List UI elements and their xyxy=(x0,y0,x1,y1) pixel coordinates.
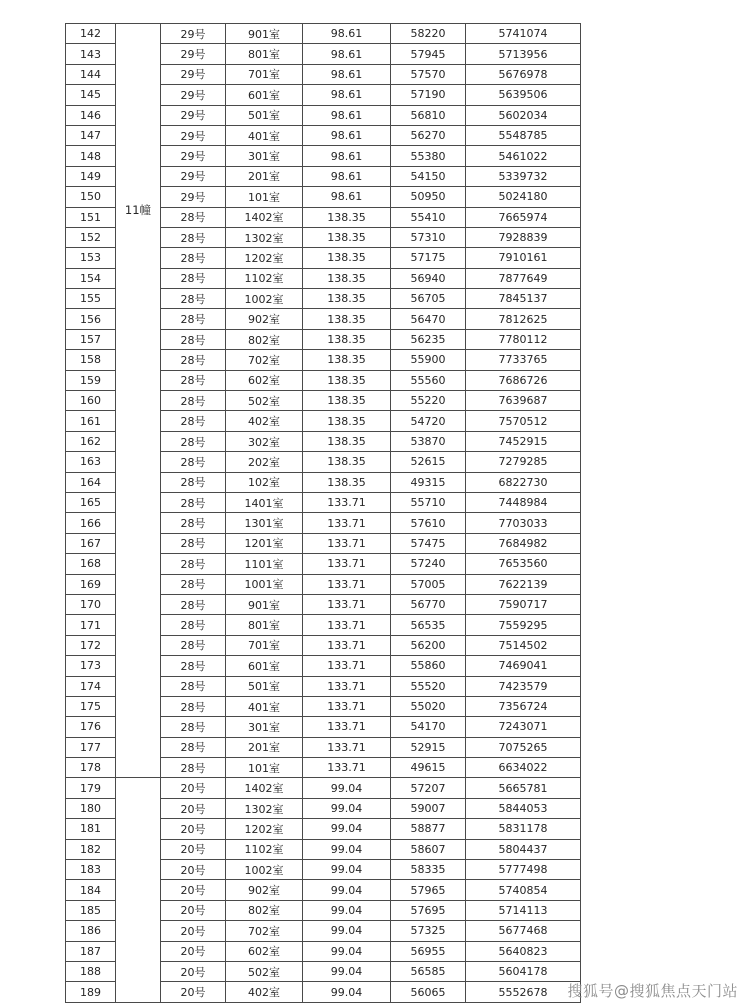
room-cell: 401室 xyxy=(226,125,303,145)
room-cell: 1002室 xyxy=(226,289,303,309)
unit-cell: 28号 xyxy=(161,431,226,451)
room-cell: 402室 xyxy=(226,982,303,1002)
area-cell: 98.61 xyxy=(303,105,391,125)
area-cell: 99.04 xyxy=(303,860,391,880)
unit-cell: 20号 xyxy=(161,778,226,798)
row-number-cell: 182 xyxy=(66,839,116,859)
area-cell: 133.71 xyxy=(303,533,391,553)
room-cell: 101室 xyxy=(226,758,303,778)
total-price-cell: 7639687 xyxy=(466,391,581,411)
row-number-cell: 162 xyxy=(66,431,116,451)
room-cell: 702室 xyxy=(226,350,303,370)
total-price-cell: 7590717 xyxy=(466,594,581,614)
area-cell: 133.71 xyxy=(303,737,391,757)
unit-price-cell: 52915 xyxy=(391,737,466,757)
price-table xyxy=(65,23,581,1003)
row-number-cell: 153 xyxy=(66,248,116,268)
row-number-cell: 187 xyxy=(66,941,116,961)
unit-price-cell: 57945 xyxy=(391,44,466,64)
unit-price-cell: 58335 xyxy=(391,860,466,880)
area-cell: 138.35 xyxy=(303,309,391,329)
area-cell: 138.35 xyxy=(303,227,391,247)
unit-cell: 28号 xyxy=(161,513,226,533)
unit-cell: 28号 xyxy=(161,370,226,390)
unit-price-cell: 56585 xyxy=(391,961,466,981)
room-cell: 1102室 xyxy=(226,268,303,288)
total-price-cell: 7452915 xyxy=(466,431,581,451)
room-cell: 1201室 xyxy=(226,533,303,553)
unit-price-cell: 55520 xyxy=(391,676,466,696)
area-cell: 138.35 xyxy=(303,391,391,411)
unit-cell: 28号 xyxy=(161,227,226,247)
total-price-cell: 7910161 xyxy=(466,248,581,268)
row-number-cell: 171 xyxy=(66,615,116,635)
unit-cell: 29号 xyxy=(161,166,226,186)
unit-cell: 28号 xyxy=(161,452,226,472)
unit-cell: 29号 xyxy=(161,187,226,207)
row-number-cell: 186 xyxy=(66,921,116,941)
building-cell: 11幢 xyxy=(116,24,161,778)
unit-cell: 20号 xyxy=(161,961,226,981)
row-number-cell: 143 xyxy=(66,44,116,64)
row-number-cell: 170 xyxy=(66,594,116,614)
row-number-cell: 150 xyxy=(66,187,116,207)
unit-price-cell: 49615 xyxy=(391,758,466,778)
total-price-cell: 7243071 xyxy=(466,717,581,737)
area-cell: 133.71 xyxy=(303,513,391,533)
unit-cell: 20号 xyxy=(161,921,226,941)
area-cell: 98.61 xyxy=(303,64,391,84)
total-price-cell: 5552678 xyxy=(466,982,581,1002)
row-number-cell: 185 xyxy=(66,900,116,920)
total-price-cell: 7653560 xyxy=(466,554,581,574)
room-cell: 202室 xyxy=(226,452,303,472)
row-number-cell: 157 xyxy=(66,329,116,349)
room-cell: 1202室 xyxy=(226,248,303,268)
area-cell: 98.61 xyxy=(303,187,391,207)
unit-cell: 28号 xyxy=(161,329,226,349)
unit-cell: 28号 xyxy=(161,492,226,512)
total-price-cell: 7469041 xyxy=(466,656,581,676)
unit-cell: 28号 xyxy=(161,594,226,614)
total-price-cell: 7780112 xyxy=(466,329,581,349)
price-table-body xyxy=(66,24,581,1003)
room-cell: 701室 xyxy=(226,64,303,84)
row-number-cell: 180 xyxy=(66,798,116,818)
row-number-cell: 165 xyxy=(66,492,116,512)
table-row xyxy=(66,24,581,44)
room-cell: 1302室 xyxy=(226,798,303,818)
total-price-cell: 7356724 xyxy=(466,696,581,716)
unit-price-cell: 57570 xyxy=(391,64,466,84)
total-price-cell: 5639506 xyxy=(466,85,581,105)
area-cell: 138.35 xyxy=(303,472,391,492)
unit-cell: 28号 xyxy=(161,635,226,655)
total-price-cell: 5602034 xyxy=(466,105,581,125)
room-cell: 301室 xyxy=(226,146,303,166)
room-cell: 701室 xyxy=(226,635,303,655)
room-cell: 602室 xyxy=(226,370,303,390)
row-number-cell: 176 xyxy=(66,717,116,737)
unit-cell: 28号 xyxy=(161,268,226,288)
row-number-cell: 177 xyxy=(66,737,116,757)
unit-cell: 28号 xyxy=(161,656,226,676)
unit-cell: 28号 xyxy=(161,758,226,778)
unit-cell: 29号 xyxy=(161,146,226,166)
total-price-cell: 6822730 xyxy=(466,472,581,492)
total-price-cell: 5461022 xyxy=(466,146,581,166)
row-number-cell: 159 xyxy=(66,370,116,390)
unit-cell: 20号 xyxy=(161,982,226,1002)
area-cell: 138.35 xyxy=(303,350,391,370)
area-cell: 133.71 xyxy=(303,656,391,676)
unit-cell: 28号 xyxy=(161,615,226,635)
room-cell: 802室 xyxy=(226,329,303,349)
unit-cell: 20号 xyxy=(161,880,226,900)
row-number-cell: 149 xyxy=(66,166,116,186)
room-cell: 901室 xyxy=(226,594,303,614)
area-cell: 98.61 xyxy=(303,166,391,186)
area-cell: 133.71 xyxy=(303,492,391,512)
building-cell xyxy=(116,778,161,1002)
unit-price-cell: 54150 xyxy=(391,166,466,186)
area-cell: 98.61 xyxy=(303,146,391,166)
total-price-cell: 7075265 xyxy=(466,737,581,757)
room-cell: 1101室 xyxy=(226,554,303,574)
unit-price-cell: 57175 xyxy=(391,248,466,268)
unit-cell: 20号 xyxy=(161,941,226,961)
area-cell: 99.04 xyxy=(303,819,391,839)
room-cell: 301室 xyxy=(226,717,303,737)
unit-price-cell: 57240 xyxy=(391,554,466,574)
unit-price-cell: 58220 xyxy=(391,24,466,44)
unit-price-cell: 56200 xyxy=(391,635,466,655)
unit-cell: 28号 xyxy=(161,289,226,309)
area-cell: 99.04 xyxy=(303,961,391,981)
row-number-cell: 158 xyxy=(66,350,116,370)
row-number-cell: 147 xyxy=(66,125,116,145)
room-cell: 201室 xyxy=(226,166,303,186)
row-number-cell: 154 xyxy=(66,268,116,288)
unit-price-cell: 54720 xyxy=(391,411,466,431)
area-cell: 138.35 xyxy=(303,370,391,390)
total-price-cell: 5024180 xyxy=(466,187,581,207)
room-cell: 1002室 xyxy=(226,860,303,880)
unit-price-cell: 53870 xyxy=(391,431,466,451)
room-cell: 201室 xyxy=(226,737,303,757)
room-cell: 1402室 xyxy=(226,207,303,227)
area-cell: 138.35 xyxy=(303,431,391,451)
row-number-cell: 188 xyxy=(66,961,116,981)
total-price-cell: 7665974 xyxy=(466,207,581,227)
room-cell: 101室 xyxy=(226,187,303,207)
room-cell: 802室 xyxy=(226,900,303,920)
total-price-cell: 5604178 xyxy=(466,961,581,981)
unit-price-cell: 55220 xyxy=(391,391,466,411)
room-cell: 702室 xyxy=(226,921,303,941)
row-number-cell: 146 xyxy=(66,105,116,125)
unit-cell: 29号 xyxy=(161,125,226,145)
row-number-cell: 152 xyxy=(66,227,116,247)
row-number-cell: 181 xyxy=(66,819,116,839)
unit-price-cell: 55020 xyxy=(391,696,466,716)
room-cell: 1102室 xyxy=(226,839,303,859)
unit-price-cell: 57310 xyxy=(391,227,466,247)
unit-price-cell: 55710 xyxy=(391,492,466,512)
row-number-cell: 179 xyxy=(66,778,116,798)
unit-cell: 29号 xyxy=(161,85,226,105)
unit-cell: 28号 xyxy=(161,676,226,696)
area-cell: 133.71 xyxy=(303,696,391,716)
row-number-cell: 184 xyxy=(66,880,116,900)
unit-price-cell: 49315 xyxy=(391,472,466,492)
unit-price-cell: 56810 xyxy=(391,105,466,125)
area-cell: 133.71 xyxy=(303,635,391,655)
area-cell: 99.04 xyxy=(303,921,391,941)
unit-price-cell: 55860 xyxy=(391,656,466,676)
total-price-cell: 7279285 xyxy=(466,452,581,472)
total-price-cell: 7877649 xyxy=(466,268,581,288)
room-cell: 601室 xyxy=(226,85,303,105)
total-price-cell: 7559295 xyxy=(466,615,581,635)
total-price-cell: 5844053 xyxy=(466,798,581,818)
room-cell: 402室 xyxy=(226,411,303,431)
area-cell: 138.35 xyxy=(303,411,391,431)
unit-price-cell: 58607 xyxy=(391,839,466,859)
unit-price-cell: 55560 xyxy=(391,370,466,390)
area-cell: 133.71 xyxy=(303,758,391,778)
unit-cell: 28号 xyxy=(161,533,226,553)
row-number-cell: 174 xyxy=(66,676,116,696)
unit-price-cell: 57475 xyxy=(391,533,466,553)
unit-cell: 28号 xyxy=(161,472,226,492)
room-cell: 1001室 xyxy=(226,574,303,594)
unit-cell: 28号 xyxy=(161,554,226,574)
unit-price-cell: 54170 xyxy=(391,717,466,737)
total-price-cell: 7812625 xyxy=(466,309,581,329)
unit-price-cell: 57965 xyxy=(391,880,466,900)
room-cell: 902室 xyxy=(226,880,303,900)
room-cell: 102室 xyxy=(226,472,303,492)
unit-cell: 28号 xyxy=(161,411,226,431)
row-number-cell: 144 xyxy=(66,64,116,84)
room-cell: 502室 xyxy=(226,391,303,411)
area-cell: 138.35 xyxy=(303,207,391,227)
room-cell: 401室 xyxy=(226,696,303,716)
unit-price-cell: 56470 xyxy=(391,309,466,329)
unit-cell: 28号 xyxy=(161,309,226,329)
row-number-cell: 151 xyxy=(66,207,116,227)
room-cell: 1301室 xyxy=(226,513,303,533)
area-cell: 133.71 xyxy=(303,594,391,614)
row-number-cell: 161 xyxy=(66,411,116,431)
total-price-cell: 7423579 xyxy=(466,676,581,696)
total-price-cell: 7686726 xyxy=(466,370,581,390)
area-cell: 138.35 xyxy=(303,268,391,288)
unit-cell: 29号 xyxy=(161,105,226,125)
total-price-cell: 7684982 xyxy=(466,533,581,553)
area-cell: 99.04 xyxy=(303,839,391,859)
unit-cell: 28号 xyxy=(161,717,226,737)
area-cell: 133.71 xyxy=(303,554,391,574)
total-price-cell: 5665781 xyxy=(466,778,581,798)
area-cell: 138.35 xyxy=(303,248,391,268)
unit-cell: 29号 xyxy=(161,44,226,64)
total-price-cell: 5640823 xyxy=(466,941,581,961)
unit-price-cell: 55900 xyxy=(391,350,466,370)
room-cell: 1302室 xyxy=(226,227,303,247)
unit-price-cell: 56270 xyxy=(391,125,466,145)
unit-cell: 28号 xyxy=(161,207,226,227)
unit-price-cell: 55380 xyxy=(391,146,466,166)
total-price-cell: 7570512 xyxy=(466,411,581,431)
total-price-cell: 5713956 xyxy=(466,44,581,64)
room-cell: 902室 xyxy=(226,309,303,329)
area-cell: 99.04 xyxy=(303,941,391,961)
total-price-cell: 5548785 xyxy=(466,125,581,145)
area-cell: 99.04 xyxy=(303,900,391,920)
total-price-cell: 7622139 xyxy=(466,574,581,594)
unit-price-cell: 52615 xyxy=(391,452,466,472)
unit-cell: 20号 xyxy=(161,798,226,818)
row-number-cell: 178 xyxy=(66,758,116,778)
unit-cell: 28号 xyxy=(161,248,226,268)
row-number-cell: 172 xyxy=(66,635,116,655)
room-cell: 502室 xyxy=(226,961,303,981)
row-number-cell: 173 xyxy=(66,656,116,676)
row-number-cell: 148 xyxy=(66,146,116,166)
row-number-cell: 160 xyxy=(66,391,116,411)
unit-price-cell: 56705 xyxy=(391,289,466,309)
total-price-cell: 5741074 xyxy=(466,24,581,44)
total-price-cell: 7514502 xyxy=(466,635,581,655)
room-cell: 801室 xyxy=(226,44,303,64)
unit-cell: 28号 xyxy=(161,574,226,594)
table-row xyxy=(66,778,581,798)
row-number-cell: 145 xyxy=(66,85,116,105)
unit-price-cell: 56955 xyxy=(391,941,466,961)
unit-price-cell: 59007 xyxy=(391,798,466,818)
total-price-cell: 5831178 xyxy=(466,819,581,839)
room-cell: 1202室 xyxy=(226,819,303,839)
unit-cell: 20号 xyxy=(161,900,226,920)
total-price-cell: 5714113 xyxy=(466,900,581,920)
room-cell: 302室 xyxy=(226,431,303,451)
unit-cell: 28号 xyxy=(161,696,226,716)
unit-price-cell: 55410 xyxy=(391,207,466,227)
row-number-cell: 163 xyxy=(66,452,116,472)
area-cell: 99.04 xyxy=(303,982,391,1002)
unit-cell: 28号 xyxy=(161,391,226,411)
area-cell: 133.71 xyxy=(303,717,391,737)
total-price-cell: 5740854 xyxy=(466,880,581,900)
row-number-cell: 166 xyxy=(66,513,116,533)
area-cell: 138.35 xyxy=(303,329,391,349)
room-cell: 501室 xyxy=(226,105,303,125)
unit-price-cell: 57610 xyxy=(391,513,466,533)
unit-cell: 29号 xyxy=(161,24,226,44)
area-cell: 99.04 xyxy=(303,798,391,818)
area-cell: 138.35 xyxy=(303,452,391,472)
unit-price-cell: 56535 xyxy=(391,615,466,635)
unit-price-cell: 57190 xyxy=(391,85,466,105)
room-cell: 801室 xyxy=(226,615,303,635)
area-cell: 98.61 xyxy=(303,125,391,145)
unit-price-cell: 56770 xyxy=(391,594,466,614)
room-cell: 602室 xyxy=(226,941,303,961)
unit-price-cell: 56940 xyxy=(391,268,466,288)
unit-price-cell: 57207 xyxy=(391,778,466,798)
total-price-cell: 5676978 xyxy=(466,64,581,84)
row-number-cell: 156 xyxy=(66,309,116,329)
area-cell: 138.35 xyxy=(303,289,391,309)
row-number-cell: 155 xyxy=(66,289,116,309)
area-cell: 99.04 xyxy=(303,880,391,900)
total-price-cell: 5777498 xyxy=(466,860,581,880)
row-number-cell: 142 xyxy=(66,24,116,44)
total-price-cell: 6634022 xyxy=(466,758,581,778)
unit-price-cell: 57005 xyxy=(391,574,466,594)
unit-cell: 20号 xyxy=(161,819,226,839)
room-cell: 601室 xyxy=(226,656,303,676)
unit-cell: 28号 xyxy=(161,737,226,757)
unit-price-cell: 56235 xyxy=(391,329,466,349)
row-number-cell: 164 xyxy=(66,472,116,492)
unit-cell: 29号 xyxy=(161,64,226,84)
area-cell: 98.61 xyxy=(303,85,391,105)
row-number-cell: 169 xyxy=(66,574,116,594)
area-cell: 133.71 xyxy=(303,676,391,696)
row-number-cell: 167 xyxy=(66,533,116,553)
unit-price-cell: 57325 xyxy=(391,921,466,941)
area-cell: 133.71 xyxy=(303,615,391,635)
total-price-cell: 7928839 xyxy=(466,227,581,247)
room-cell: 501室 xyxy=(226,676,303,696)
row-number-cell: 183 xyxy=(66,860,116,880)
total-price-cell: 5339732 xyxy=(466,166,581,186)
total-price-cell: 5677468 xyxy=(466,921,581,941)
total-price-cell: 7448984 xyxy=(466,492,581,512)
watermark: 搜狐号@搜狐焦点天门站 xyxy=(567,982,738,1000)
area-cell: 133.71 xyxy=(303,574,391,594)
area-cell: 98.61 xyxy=(303,24,391,44)
unit-price-cell: 57695 xyxy=(391,900,466,920)
total-price-cell: 5804437 xyxy=(466,839,581,859)
unit-cell: 20号 xyxy=(161,860,226,880)
row-number-cell: 168 xyxy=(66,554,116,574)
total-price-cell: 7845137 xyxy=(466,289,581,309)
total-price-cell: 7703033 xyxy=(466,513,581,533)
room-cell: 1402室 xyxy=(226,778,303,798)
unit-price-cell: 56065 xyxy=(391,982,466,1002)
unit-cell: 20号 xyxy=(161,839,226,859)
area-cell: 99.04 xyxy=(303,778,391,798)
area-cell: 98.61 xyxy=(303,44,391,64)
room-cell: 901室 xyxy=(226,24,303,44)
unit-price-cell: 50950 xyxy=(391,187,466,207)
room-cell: 1401室 xyxy=(226,492,303,512)
total-price-cell: 7733765 xyxy=(466,350,581,370)
row-number-cell: 175 xyxy=(66,696,116,716)
unit-price-cell: 58877 xyxy=(391,819,466,839)
unit-cell: 28号 xyxy=(161,350,226,370)
row-number-cell: 189 xyxy=(66,982,116,1002)
